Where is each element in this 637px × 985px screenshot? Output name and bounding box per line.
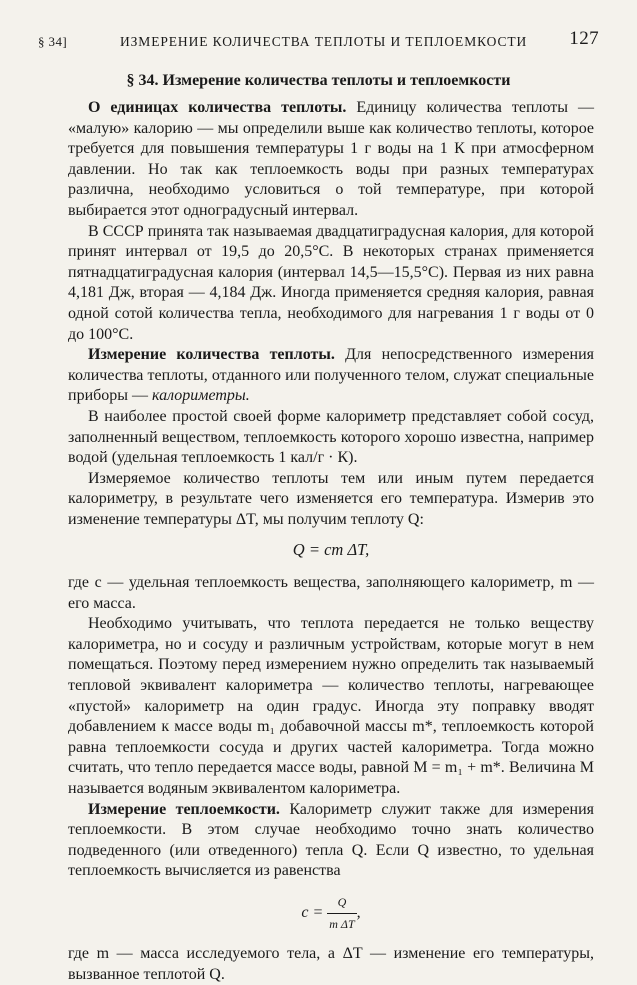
running-head [38, 30, 599, 52]
section-heading: § 34. Измерение количества теплоты и теплоемкости [126, 72, 511, 89]
body-text [68, 98, 594, 985]
formula-heat: Q = cm ΔT, [292, 540, 370, 560]
paragraph-water-equivalent: Необходимо учитывать, что теплота передается не только веществу калориметра, но и сосуду и различным устройствам, которые могут в нем помещаться. Поэтому перед измерением нужно определить так называемый тепловой эквивалент калориметра — количество теплоты, нагревающее «пустой» калориметр на один градус. Иногда эту поправку вводят добавлением к массе воды m₁ добавочной массы m*, теплоемкость которой равна теплоемкости сосуда и других частей калориметра. Тогда можно считать, что тепло передается массе воды, равной M = m₁ + m*. Величина M называется водяным эквивалентом калориметра. [68, 615, 594, 797]
paragraph-where-m: где m — масса исследуемого тела, а ΔT — изменение его температуры, вызванное теплотой Q. [68, 945, 594, 983]
paragraph-where-c: где c — удельная теплоемкость вещества, заполняющего калориметр, m — его масса. [68, 574, 594, 612]
paragraph-units-text: Единицу количества теплоты — «малую» калорию — мы определили выше как количество теплоты, которое требуется для повышения температуры 1 г воды на 1 К при атмосферном давлении. Но так как теплоемкость воды при разных температурах различна, необходимо условиться о той температуре, при которой выбирается этот одноградусный интервал. [68, 99, 595, 219]
runin-heading-capacity: Измерение теплоемкости. [88, 800, 280, 818]
paragraph-heat-text: Для непосредственного измерения количества теплоты, отданного или полученного телом, служат специальные приборы — [68, 346, 594, 405]
paragraph-capacity-text: Калориметр служит также для измерения теплоемкости. В этом случае необходимо точно знать количество подведенного (или отведенного) тепла Q. Если Q известно, то удельная теплоемкость вычисляется из равенства [68, 800, 595, 880]
term-calorimeters: калориметры. [152, 387, 250, 405]
page-number: 127 [569, 28, 599, 49]
paragraph-capacity-measurement [68, 800, 594, 882]
running-head-section: § 34] [38, 34, 68, 49]
paragraph-calorimeter-form: В наиболее простой своей форме калориметр представляет собой сосуд, заполненный веществом, теплоемкость которого хорошо известна, например водой (удельная теплоемкость 1 кал/г · К). [68, 407, 594, 467]
fraction-denominator: m ΔT [329, 916, 355, 931]
formula-tail: , [356, 903, 361, 921]
fraction-numerator: Q [327, 892, 356, 914]
runin-heading-heat: Измерение количества теплоты. [88, 346, 335, 364]
paragraph-temperature-change: Измеряемое количество теплоты тем или иным путем передается калориметру, в результате чего изменяется его температура. Измерив это изменение температуры ΔT, мы получим теплоту Q: [68, 469, 594, 528]
running-head-title: ИЗМЕРЕНИЕ КОЛИЧЕСТВА ТЕПЛОТЫ И ТЕПЛОЕМКОСТИ [120, 34, 528, 49]
paragraph-calorie-types: В СССР принята так называемая двадцатиградусная калория, для которой принят интервал от 19,5 до 20,5°С. В некоторых странах применяется пятнадцатиградусная калория (интервал 14,5—15,5°С). Первая из них равна 4,181 Дж, вторая — 4,184 Дж. Иногда применяется средняя калория, равная одной сотой количества тепла, необходимого для нагревания 1 г воды от 0 до 100°С. [68, 222, 594, 343]
formula-lhs: c = [301, 903, 324, 921]
fraction [327, 892, 356, 934]
paragraph-units [68, 98, 594, 222]
paragraph-heat-measurement [68, 345, 594, 407]
runin-heading-units: О единицах количества теплоты. [88, 99, 347, 116]
formula-specific-heat [68, 892, 594, 934]
